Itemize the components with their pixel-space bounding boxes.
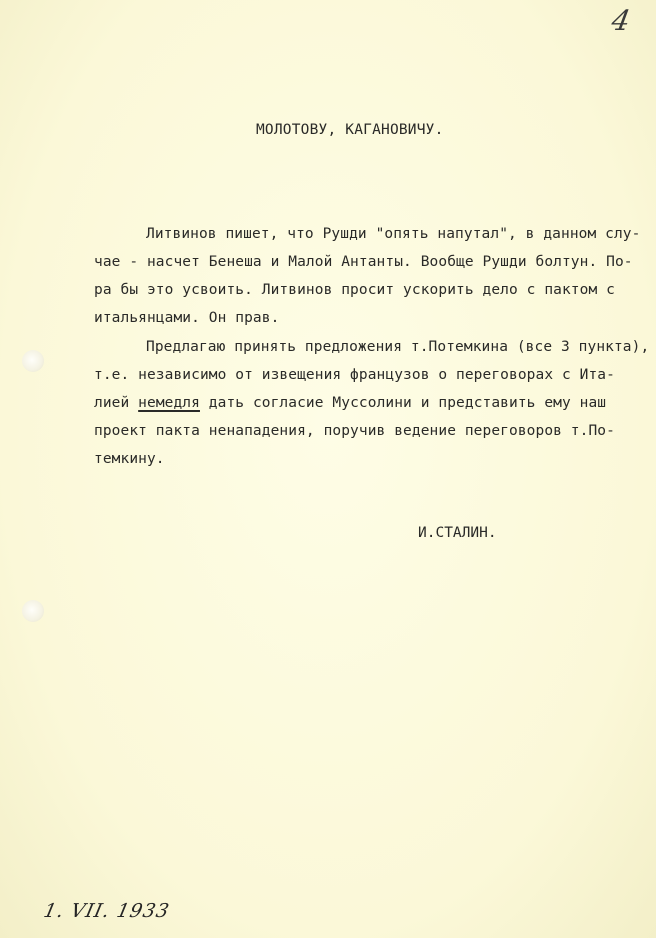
paragraph-2-line-1: Предлагаю принять предложения т.Потемкина (все 3 пункта), [146,339,650,355]
paragraph-1-line-3: ра бы это усвоить. Литвинов просит ускорить дело с пактом с [94,282,615,298]
page-number: 4 [609,4,633,37]
addressee-heading: МОЛОТОВУ, КАГАНОВИЧУ. [256,122,444,138]
handwritten-date: 1. VII. 1933 [41,900,172,922]
paragraph-2-line-2: т.е. независимо от извещения французов о переговорах с Ита- [94,367,615,383]
paragraph-1-line-2: чае - насчет Бенеша и Малой Антанты. Вообще Рушди болтун. По- [94,254,633,270]
punch-hole-top [22,350,44,372]
paragraph-2-line-3 [94,395,606,411]
paragraph-1-line-1: Литвинов пишет, что Рушди "опять напутал", в данном слу- [146,226,641,242]
paragraph-2-line-4: проект пакта ненападения, поручив ведение переговоров т.По- [94,423,615,439]
punch-hole-bottom [22,600,44,622]
paragraph-2-line-5: темкину. [94,451,165,467]
signature: И.СТАЛИН. [418,525,497,541]
line-3-suffix: дать согласие Муссолини и представить ему наш [199,395,607,411]
line-3-prefix: лией [94,395,139,411]
underlined-word: немедля [138,395,200,411]
paragraph-1-line-4: итальянцами. Он прав. [94,310,280,326]
